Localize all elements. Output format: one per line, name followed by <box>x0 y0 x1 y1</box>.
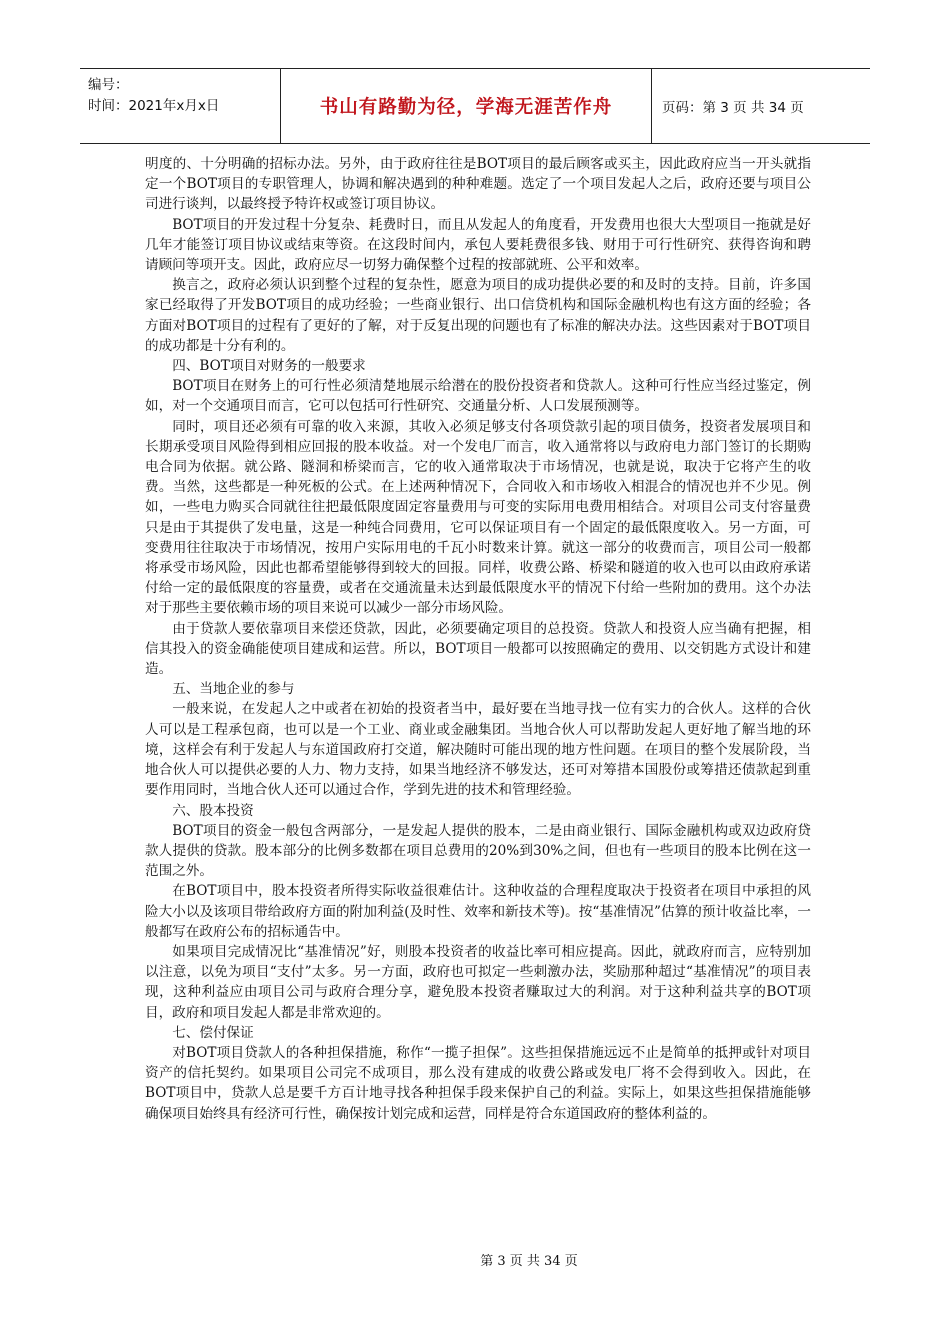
header-page-label: 页码：第 3 页 共 34 页 <box>662 100 804 116</box>
paragraph: 同时，项目还必须有可靠的收入来源，其收入必须足够支付各项贷款引起的项目债务，投资者发展项目和长期承受项目风险得到相应回报的股本收益。对一个发电厂而言，收入通常将以与政府电力部门签订的长期购电合同为依据。就公路、隧洞和桥梁而言，它的收入通常取决于市场情况，也就是说，取决于它将产生的收费。当然，这些都是一种死板的公式。在上述两种情况下，合同收入和市场收入相混合的情况也并不少见。例如，一些电力购买合同就往往把最低限度固定容量费用与可变的实际用电费用相结合。对项目公司支付容量费只是由于其提供了发电量，这是一种纯合同费用，它可以保证项目有一个固定的最低限度收入。另一方面，可变费用往往取决于市场情况，按用户实际用电的千瓦小时数来计算。就这一部分的收费而言，项目公司一般都将承受市场风险，因此也都希望能够得到较大的回报。同样，收费公路、桥梁和隧道的收入也可以由政府承诺付给一定的最低限度的容量费，或者在交通流量未达到最低限度水平的情况下付给一些附加的费用。这个办法对于那些主要依赖市场的项目来说可以减少一部分市场风险。 <box>145 418 811 617</box>
paragraph: 明度的、十分明确的招标办法。另外，由于政府往往是BOT项目的最后顾客或买主，因此政府应当一开头就指定一个BOT项目的专职管理人，协调和解决遇到的种种难题。选定了一个项目发起人之后，政府还要与项目公司进行谈判，以最终授予特许权或签订项目协议。 <box>145 156 811 213</box>
footer-page-number: 第 3 页 共 34 页 <box>480 1254 578 1269</box>
paragraph: 由于贷款人要依靠项目来偿还贷款，因此，必须要确定项目的总投资。贷款人和投资人应当确有把握，相信其投入的资金确能使项目建成和运营。所以，BOT项目一般都可以按照确定的费用、以交钥匙方式设计和建造。 <box>145 620 811 678</box>
paragraph: 换言之，政府必须认识到整个过程的复杂性，愿意为项目的成功提供必要的和及时的支持。目前，许多国家已经取得了开发BOT项目的成功经验；一些商业银行、出口信贷机构和国际金融机构也有这方面的经验；各方面对BOT项目的过程有了更好的了解，对于反复出现的问题也有了标准的解决办法。这些因素对于BOT项目的成功都是十分有利的。 <box>145 277 811 354</box>
document-number-label: 编号： <box>88 77 129 93</box>
header-motto: 书山有路勤为径，学海无涯苦作舟 <box>280 69 652 143</box>
header-meta <box>80 69 280 143</box>
paragraph: BOT项目的开发过程十分复杂、耗费时日，而且从发起人的角度看，开发费用也很大大型项目一拖就是好几年才能签订项目协议或结束等资。在这段时间内，承包人要耗费很多钱、财用于可行性研究、获得咨询和聘请顾问等项开支。因此，政府应尽一切努力确保整个过程的按部就班、公平和效率。 <box>145 216 811 274</box>
paragraph: 在BOT项目中，股本投资者所得实际收益很难估计。这种收益的合理程度取决于投资者在项目中承担的风险大小以及该项目带给政府方面的附加利益(及时性、效率和新技术等)。按“基准情况”估算的预计收益比率，一般都写在政府公布的招标通告中。 <box>145 883 811 940</box>
paragraph: 一般来说，在发起人之中或者在初始的投资者当中，最好要在当地寻找一位有实力的合伙人。这样的合伙人可以是工程承包商，也可以是一个工业、商业或金融集团。当地合伙人可以帮助发起人更好地了解当地的环境，这样会有利于发起人与东道国政府打交道，解决随时可能出现的地方性问题。在项目的整个发展阶段，当地合伙人可以提供必要的人力、物力支持，如果当地经济不够发达，还可对筹措本国股份或筹措还债款起到重要作用同时，当地合伙人还可以通过合作，学到先进的技术和管理经验。 <box>145 701 811 799</box>
page-header <box>80 68 870 144</box>
paragraph: 对BOT项目贷款人的各种担保措施，称作“一揽子担保”。这些担保措施远远不止是简单的抵押或针对项目资产的信托契约。如果项目公司完不成项目，那么没有建成的收费公路或发电厂将不会得到收入。因此，在BOT项目中，贷款人总是要千方百计地寻找各种担保手段来保护自己的利益。实际上，如果这些担保措施能够确保项目始终具有经济可行性，确保按计划完成和运营，同样是符合东道国政府的整体利益的。 <box>145 1044 811 1122</box>
section-heading: 五、当地企业的参与 <box>172 681 295 698</box>
page-footer <box>0 1250 950 1269</box>
document-body <box>145 154 811 1124</box>
paragraph: BOT项目的资金一般包含两部分，一是发起人提供的股本，二是由商业银行、国际金融机构或双边政府贷款人提供的贷款。股本部分的比例多数都在项目总费用的20%到30%之间，但也有一些项目的股本比例在这一范围之外。 <box>145 822 811 880</box>
section-heading: 七、偿付保证 <box>172 1024 254 1041</box>
paragraph: 如果项目完成情况比“基准情况”好，则股本投资者的收益比率可相应提高。因此，就政府而言，应特别加以注意，以免为项目“支付”太多。另一方面，政府也可拟定一些刺激办法，奖励那种超过“基准情况”的项目表现，这种利益应由项目公司与政府合理分享，避免股本投资者赚取过大的利润。对于这种利益共享的BOT项目，政府和项目发起人都是非常欢迎的。 <box>145 943 811 1021</box>
paragraph: BOT项目在财务上的可行性必须清楚地展示给潜在的股份投资者和贷款人。这种可行性应当经过鉴定，例如，对一个交通项目而言，它可以包括可行性研究、交通量分析、人口发展预测等。 <box>145 378 811 415</box>
section-heading: 四、BOT项目对财务的一般要求 <box>172 358 366 375</box>
section-heading: 六、股本投资 <box>172 802 254 819</box>
document-time-label: 时间：2021年x月x日 <box>88 98 220 114</box>
